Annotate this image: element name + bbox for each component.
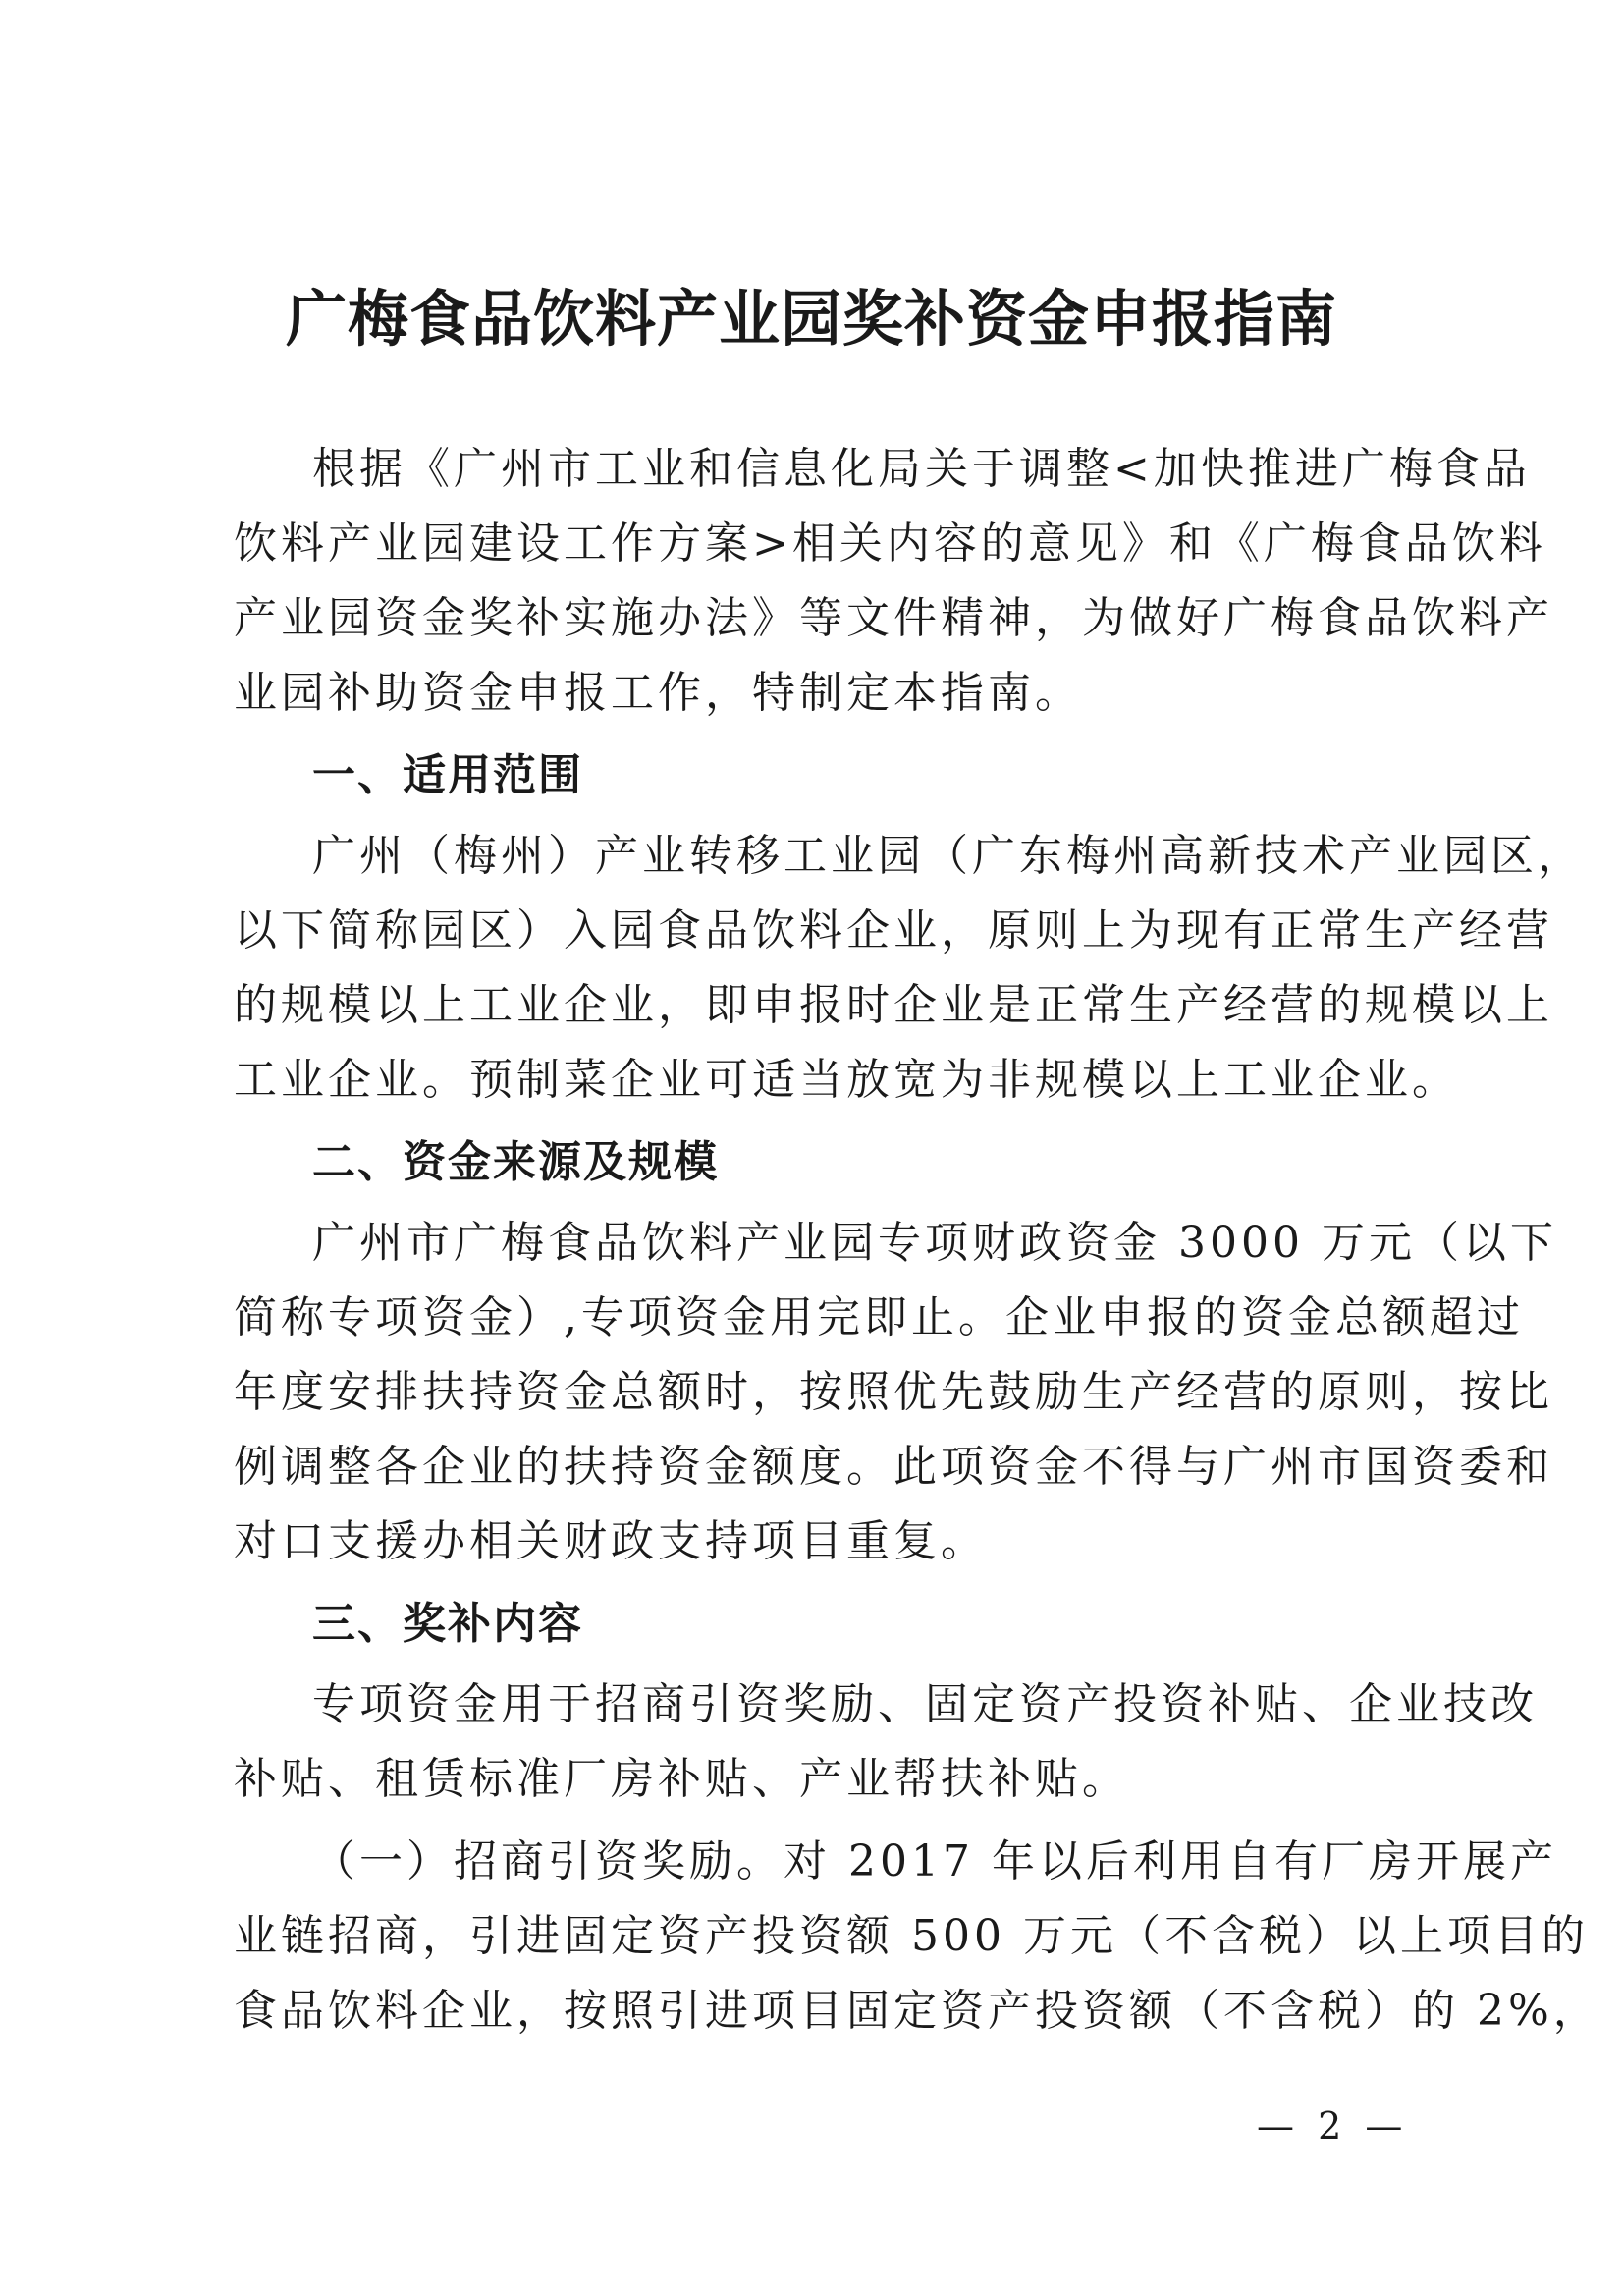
section-heading-subsidy: 三、奖补内容: [312, 1599, 583, 1649]
page-number: — 2 —: [1257, 2105, 1409, 2148]
section-heading-funding: 二、资金来源及规模: [312, 1137, 719, 1187]
section1-line-4: 工业企业。预制菜企业可适当放宽为非规模以上工业企业。: [234, 1055, 1459, 1105]
section1-line-1: 广州（梅州）产业转移工业园（广东梅州高新技术产业园区，: [312, 831, 1585, 881]
section2-line-2: 简称专项资金）,专项资金用完即止。企业申报的资金总额超过: [234, 1292, 1524, 1342]
subsection1-line-2: 业链招商，引进固定资产投资额 500 万元（不含税）以上项目的: [234, 1911, 1589, 1961]
section1-line-3: 的规模以上工业企业，即申报时企业是正常生产经营的规模以上: [234, 980, 1553, 1030]
subsection1-line-1: （一）招商引资奖励。对 2017 年以后利用自有厂房开展产: [312, 1836, 1557, 1886]
intro-line-4: 业园补助资金申报工作，特制定本指南。: [234, 668, 1082, 718]
document-title: 广梅食品饮料产业园奖补资金申报指南: [285, 283, 1337, 355]
section3-line-1: 专项资金用于招商引资奖励、固定资产投资补贴、企业技改: [312, 1679, 1538, 1729]
section2-line-1: 广州市广梅食品饮料产业园专项财政资金 3000 万元（以下: [312, 1218, 1557, 1268]
intro-line-3: 产业园资金奖补实施办法》等文件精神，为做好广梅食品饮料产: [234, 593, 1553, 643]
intro-line-1: 根据《广州市工业和信息化局关于调整<加快推进广梅食品: [312, 444, 1531, 494]
intro-line-2: 饮料产业园建设工作方案>相关内容的意见》和《广梅食品饮料: [234, 519, 1546, 569]
section-heading-scope: 一、适用范围: [312, 750, 583, 800]
section1-line-2: 以下简称园区）入园食品饮料企业，原则上为现有正常生产经营: [234, 905, 1553, 956]
section2-line-4: 例调整各企业的扶持资金额度。此项资金不得与广州市国资委和: [234, 1442, 1553, 1492]
section2-line-3: 年度安排扶持资金总额时，按照优先鼓励生产经营的原则，按比: [234, 1367, 1553, 1417]
section2-line-5: 对口支援办相关财政支持项目重复。: [234, 1516, 988, 1566]
section3-line-2: 补贴、租赁标准厂房补贴、产业帮扶补贴。: [234, 1754, 1129, 1804]
subsection1-line-3: 食品饮料企业，按照引进项目固定资产投资额（不含税）的 2%，: [234, 1986, 1600, 2036]
